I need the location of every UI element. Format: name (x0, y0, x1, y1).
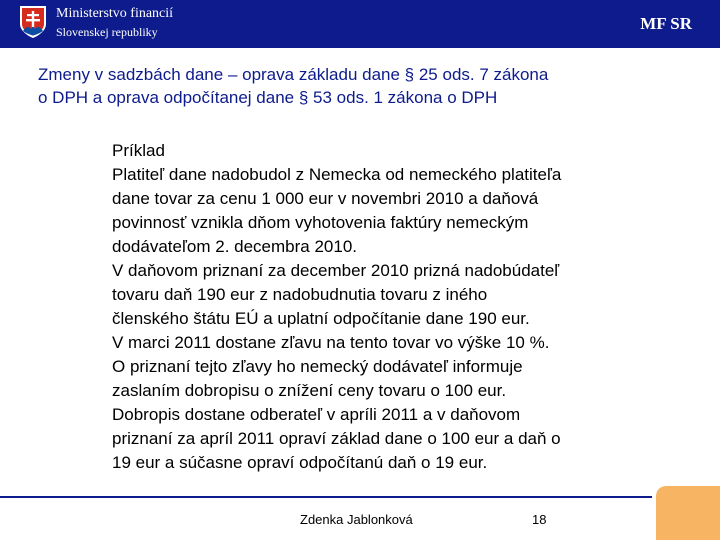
body-line: povinnosť vznikla dňom vyhotovenia faktúry nemeckým (112, 213, 529, 232)
slide-title-line: Zmeny v sadzbách dane – oprava základu dane § 25 ods. 7 zákona (38, 65, 549, 84)
footer-author: Zdenka Jablonková (300, 512, 413, 527)
body-line: priznaní za apríl 2011 opraví základ dane o 100 eur a daň o (112, 429, 561, 448)
body-line: dodávateľom 2. decembra 2010. (112, 237, 358, 256)
body-line: Dobropis dostane odberateľ v apríli 2011 a v daňovom (112, 405, 521, 424)
body-line: Platiteľ dane nadobudol z Nemecka od nemeckého platiteľa (112, 165, 562, 184)
body-line: tovaru daň 190 eur z nadobudnutia tovaru z iného (112, 285, 488, 304)
body-line: V daňovom priznaní za december 2010 prizná nadobúdateľ (112, 261, 560, 280)
slide-title (38, 63, 698, 109)
org-abbreviation: MF SR (640, 14, 692, 33)
header-bar (0, 0, 720, 48)
slide-title-line: o DPH a oprava odpočítanej dane § 53 ods. 1 zákona o DPH (38, 88, 498, 107)
footer-divider (0, 496, 652, 498)
body-line: V marci 2011 dostane zľavu na tento tovar vo výške 10 %. (112, 333, 550, 352)
body-line: dane tovar za cenu 1 000 eur v novembri 2010 a daňová (112, 189, 539, 208)
ministry-name-line1: Ministerstvo financií (56, 6, 174, 21)
slovak-coat-of-arms-icon (18, 4, 48, 40)
body-line: O priznaní tejto zľavy ho nemecký dodávateľ informuje (112, 357, 523, 376)
page-number: 18 (532, 512, 547, 527)
body-line: členského štátu EÚ a uplatní odpočítanie dane 190 eur. (112, 309, 530, 328)
corner-accent (656, 486, 720, 540)
ministry-name-line2: Slovenskej republiky (56, 25, 158, 39)
slide-body (112, 139, 692, 475)
example-heading: Príklad (112, 141, 165, 160)
body-line: 19 eur a súčasne opraví odpočítanú daň o 19 eur. (112, 453, 488, 472)
body-line: zaslaním dobropisu o znížení ceny tovaru o 100 eur. (112, 381, 507, 400)
